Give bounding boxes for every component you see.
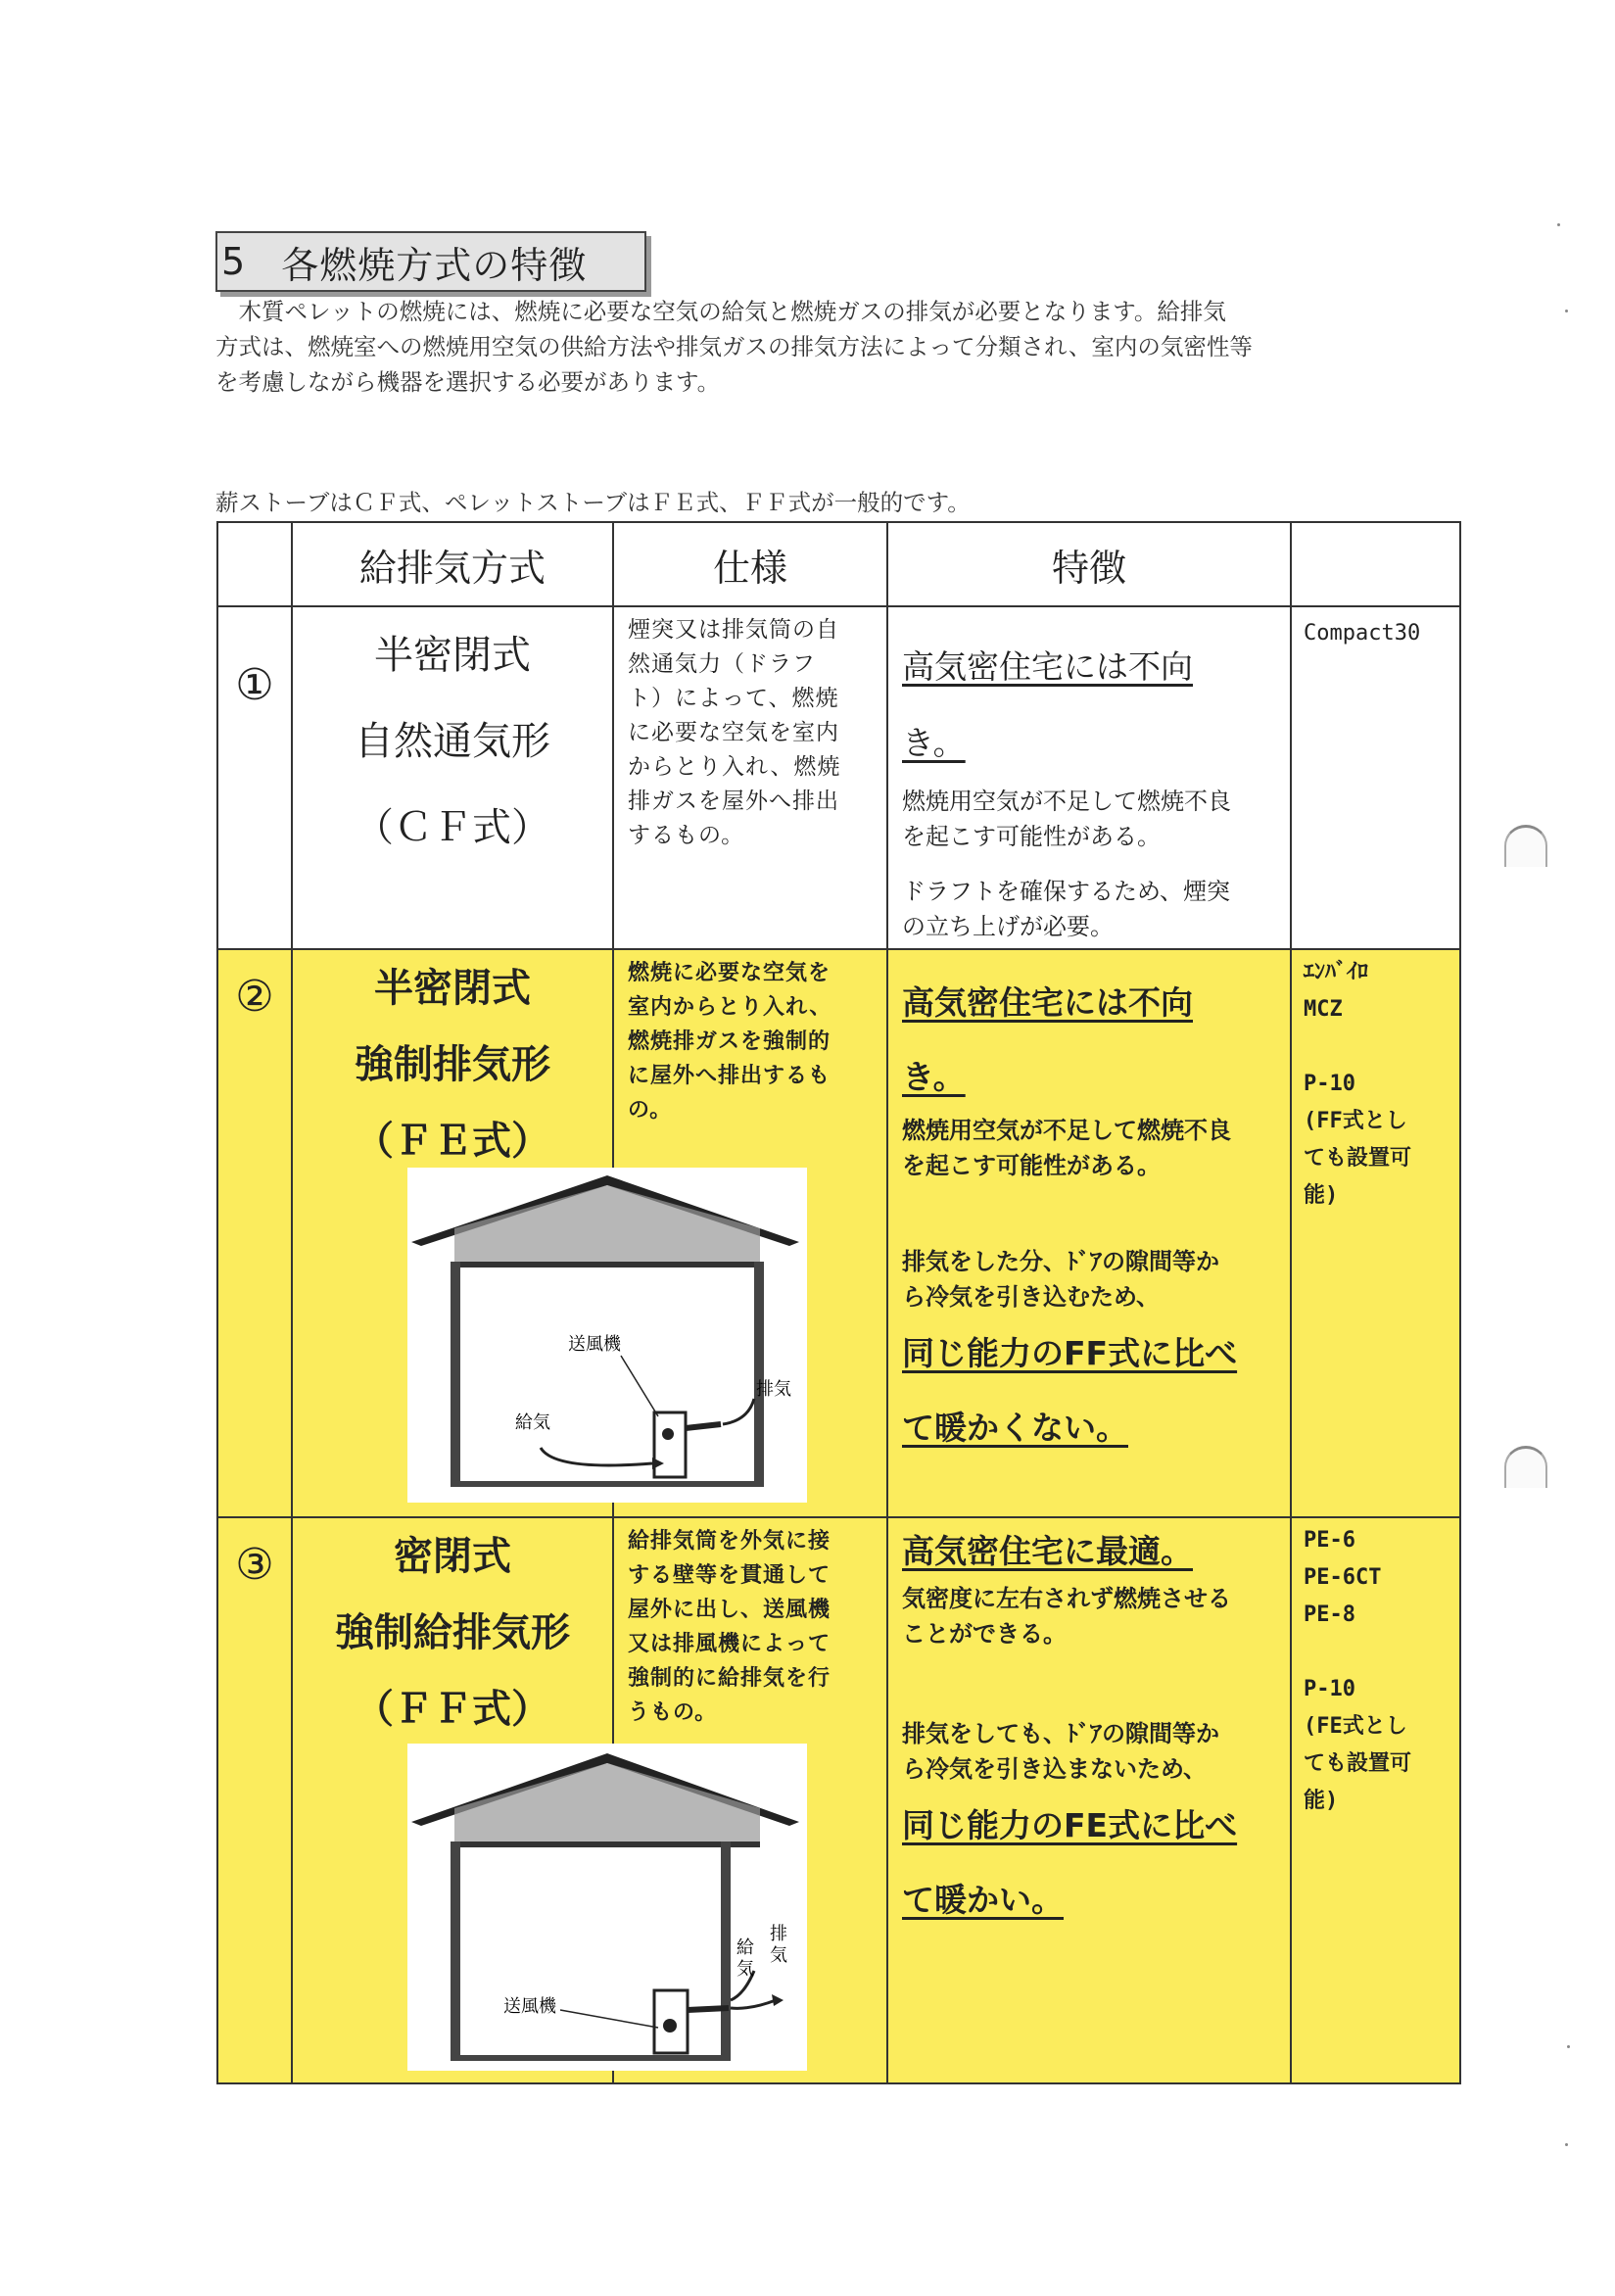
spec-line: 屋外に出し、送風機: [628, 1598, 831, 1622]
spec-line: するもの。: [628, 823, 745, 848]
spec-line: 又は排風機によって: [628, 1632, 831, 1656]
row-number: ①: [217, 606, 292, 949]
model-name: PE-6: [1304, 1528, 1355, 1553]
model-name: [1304, 1028, 1451, 1066]
label-exhaust-char: 排: [770, 1924, 787, 1944]
scan-speck: [1557, 223, 1560, 226]
scan-speck: [1567, 2045, 1570, 2048]
spec-line: 室内からとり入れ、: [628, 995, 832, 1020]
punch-hole: [1504, 1446, 1547, 1488]
spec-cell: [613, 606, 887, 949]
feature-note: を起こす可能性がある。: [902, 823, 1161, 850]
intro-line: を考慮しながら機器を選択する必要があります。: [215, 368, 721, 396]
scan-speck: [1565, 310, 1568, 312]
feature-note: ら冷気を引き込むため、: [902, 1283, 1161, 1311]
method-line: 密閉式: [394, 1534, 511, 1579]
spec-line: 強制的に給排気を行: [628, 1666, 831, 1691]
table-row-ff: [217, 1517, 1460, 2083]
feature-note: 燃焼用空気が不足して燃焼不良: [902, 1117, 1231, 1144]
feature-cell: [887, 606, 1291, 949]
method-line: （ＣＦ式）: [355, 805, 550, 850]
method-line: 半密閉式: [374, 966, 531, 1011]
model-name: PE-6CT: [1304, 1565, 1382, 1590]
method-line: 強制給排気形: [335, 1610, 570, 1655]
models-cell: [1291, 949, 1460, 1517]
feature-note: ら冷気を引き込まないため、: [902, 1755, 1208, 1783]
header-cell-spec: 仕様: [613, 522, 887, 606]
scan-speck: [1565, 2143, 1568, 2146]
feature-note: を起こす可能性がある。: [902, 1152, 1161, 1179]
label-fan: 送風機: [503, 1996, 556, 2017]
spec-line: 然通気力（ドラフ: [628, 651, 816, 677]
model-name: 能): [1304, 1183, 1339, 1208]
method-line: （ＦＦ式）: [355, 1687, 550, 1732]
feature-main: [902, 966, 1280, 1115]
method-line: （ＦＥ式）: [355, 1119, 550, 1164]
spec-line: 排ガスを屋外へ排出: [628, 789, 839, 814]
feature-conclusion-line: て暖かくない。: [902, 1409, 1128, 1447]
model-name: ても設置可: [1304, 1751, 1412, 1776]
table-note: 薪ストーブはＣＦ式、ペレットストーブはＦＥ式、ＦＦ式が一般的です。: [215, 489, 971, 516]
feature-main-line: き。: [902, 1058, 966, 1096]
feature-conclusion: [902, 1789, 1280, 1937]
spec-line: に必要な空気を室内: [628, 720, 839, 745]
model-name: Compact30: [1304, 621, 1421, 646]
method-cell: [292, 606, 613, 949]
intro-line: 方式は、燃焼室への燃焼用空気の供給方法や排気ガスの排気方法によって分類され、室内の気密性等: [215, 333, 1253, 360]
stove-icon: [654, 1990, 729, 2053]
feature-main: [902, 629, 1280, 782]
model-name: (FF式とし: [1304, 1109, 1407, 1133]
spec-line: の。: [628, 1098, 673, 1123]
section-number: 5: [221, 240, 247, 283]
table-row-fe: [217, 949, 1460, 1517]
feature-conclusion-line: 同じ能力のFE式に比べ: [902, 1806, 1238, 1844]
spec-line: ト）によって、燃焼: [628, 686, 839, 711]
model-name: [1304, 1634, 1451, 1671]
feature-conclusion: [902, 1316, 1280, 1465]
model-name: P-10: [1304, 1677, 1355, 1701]
model-name: PE-8: [1304, 1602, 1355, 1627]
section-heading: [215, 231, 646, 292]
models-cell: [1291, 606, 1460, 949]
feature-note: ドラフトを確保するため、煙突: [902, 878, 1231, 905]
spec-line: 給排気筒を外気に接: [628, 1529, 831, 1554]
spec-line: からとり入れ、燃焼: [628, 754, 841, 780]
label-intake-char: 気: [736, 1959, 754, 1980]
method-line: 半密閉式: [374, 633, 531, 678]
section-title: 各燃焼方式の特徴: [281, 243, 588, 287]
house-illustration: [407, 1744, 807, 2071]
intro-paragraph: [215, 294, 1401, 400]
model-name: ｴﾝﾊﾞｲﾛ: [1304, 960, 1369, 984]
label-intake-char: 給: [736, 1937, 754, 1958]
feature-conclusion-line: 同じ能力のFF式に比べ: [902, 1334, 1238, 1372]
method-line: 強制排気形: [355, 1042, 550, 1087]
house-illustration: [407, 1168, 807, 1503]
spec-line: うもの。: [628, 1700, 718, 1725]
feature-conclusion-line: て暖かい。: [902, 1881, 1064, 1919]
label-exhaust: 排気: [756, 1379, 791, 1400]
feature-main: 高気密住宅に最適。: [902, 1532, 1193, 1570]
spec-line: 燃焼に必要な空気を: [628, 961, 831, 985]
spec-line: に屋外へ排出するも: [628, 1064, 831, 1088]
feature-note: 排気をしても、ﾄﾞｱの隙間等か: [902, 1720, 1219, 1747]
row-number: ②: [217, 949, 292, 1517]
intro-line: 木質ペレットの燃焼には、燃焼に必要な空気の給気と燃焼ガスの排気が必要となります。給排気: [215, 298, 1226, 325]
label-exhaust: [770, 1924, 793, 1966]
combustion-method-table: [216, 521, 1461, 2084]
feature-note: 排気をした分、ﾄﾞｱの隙間等か: [902, 1248, 1219, 1275]
header-cell-num: [217, 522, 292, 606]
model-name: 能): [1304, 1789, 1339, 1813]
label-intake: 給気: [515, 1412, 550, 1433]
feature-main-line: 高気密住宅には不向: [902, 983, 1193, 1022]
spec-line: する壁等を貫通して: [628, 1563, 831, 1588]
feature-cell: [887, 949, 1291, 1517]
models-cell: [1291, 1517, 1460, 2083]
feature-main-line: 高気密住宅には不向: [902, 647, 1193, 686]
model-name: (FE式とし: [1304, 1714, 1407, 1739]
header-cell-method: 給排気方式: [292, 522, 613, 606]
feature-note: 気密度に左右されず燃焼させる: [902, 1585, 1231, 1612]
feature-note: ことができる。: [902, 1620, 1067, 1648]
spec-line: 煙突又は排気筒の自: [628, 617, 839, 643]
feature-note: 燃焼用空気が不足して燃焼不良: [902, 788, 1231, 815]
fe-house-diagram: [407, 1168, 807, 1503]
header-cell-feature: 特徴: [887, 522, 1291, 606]
ff-house-diagram: [407, 1744, 807, 2071]
punch-hole: [1504, 825, 1547, 867]
label-intake: [736, 1937, 760, 1980]
feature-note: の立ち上げが必要。: [902, 913, 1114, 940]
feature-note: [902, 854, 1280, 874]
model-name: ても設置可: [1304, 1146, 1412, 1171]
feature-main-line: き。: [902, 724, 966, 762]
label-fan: 送風機: [568, 1334, 621, 1355]
row-number: ③: [217, 1517, 292, 2083]
header-cell-models: [1291, 522, 1460, 606]
table-header-row: [217, 522, 1460, 606]
stove-icon: [654, 1412, 721, 1477]
model-name: P-10: [1304, 1072, 1355, 1096]
table-row-cf: [217, 606, 1460, 949]
spec-line: 燃焼排ガスを強制的: [628, 1029, 831, 1054]
method-line: 自然通気形: [355, 719, 550, 764]
model-name: MCZ: [1304, 997, 1343, 1022]
label-exhaust-char: 気: [770, 1945, 787, 1966]
feature-cell: [887, 1517, 1291, 2083]
